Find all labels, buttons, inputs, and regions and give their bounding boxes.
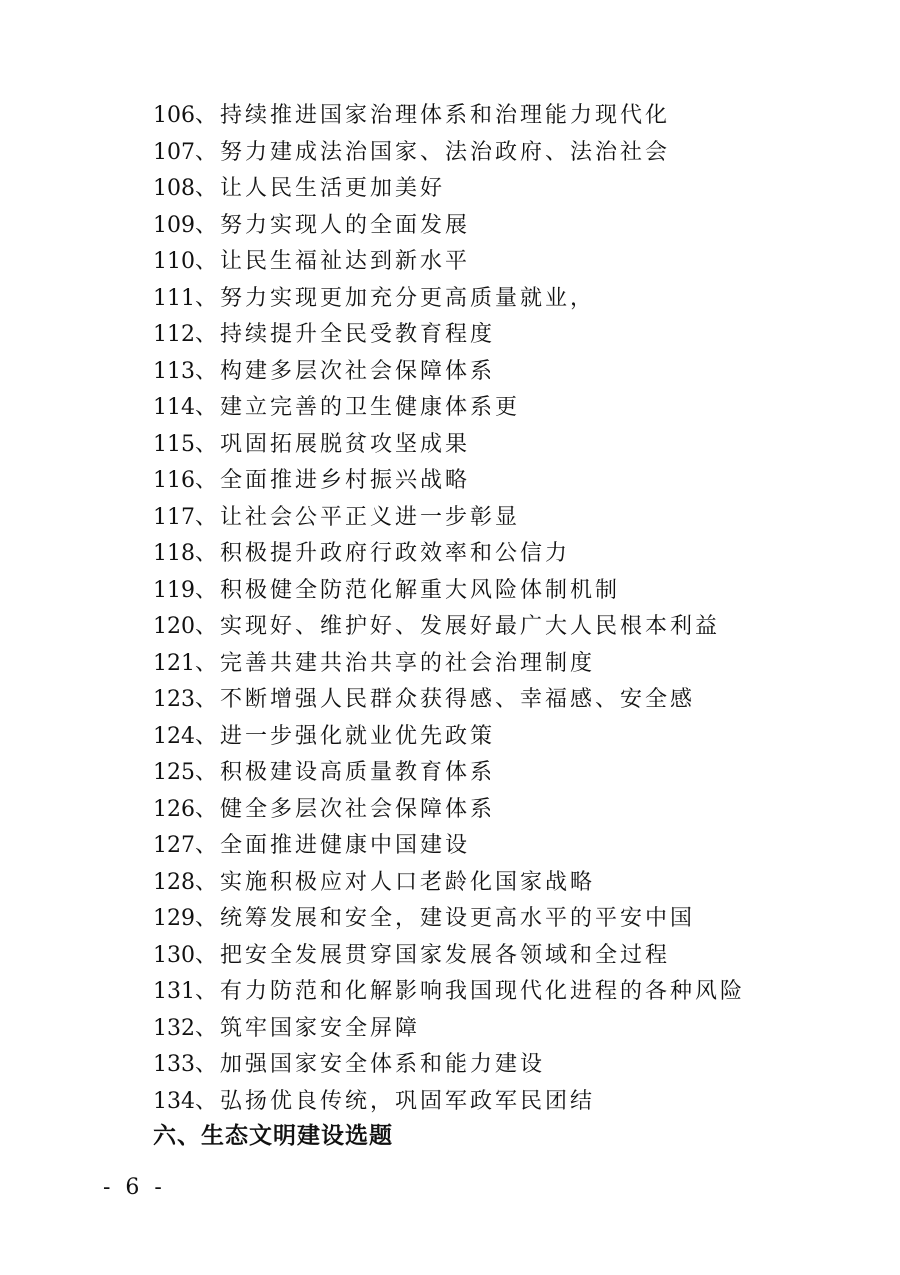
list-item [153,463,745,500]
item-number: 108 [153,176,195,201]
list-item [153,719,745,756]
item-number: 130 [153,942,195,968]
item-text: 、全面推进健康中国建设 [195,833,471,858]
item-text: 、积极建设高质量教育体系 [195,760,496,785]
item-text: 、把安全发展贯穿国家发展各领域和全过程 [195,942,671,968]
list-item [153,171,745,208]
item-number: 118 [153,541,195,566]
item-text: 、积极提升政府行政效率和公信力 [195,541,571,566]
item-number: 110 [153,249,195,274]
topic-list [153,98,745,1120]
item-text: 、努力实现人的全面发展 [195,212,471,238]
item-number: 111 [153,285,195,311]
list-item [153,646,745,683]
item-text: 、构建多层次社会保障体系 [195,358,496,384]
item-text: 、全面推进乡村振兴战略 [195,468,471,493]
list-item [153,865,745,902]
item-text: 、有力防范和化解影响我国现代化进程的各种风险 [195,979,746,1004]
item-number: 124 [153,723,195,749]
list-item [153,536,745,573]
item-text: 、让人民生活更加美好 [195,176,446,201]
item-text: 、让民生福祉达到新水平 [195,249,471,274]
list-item [153,609,745,646]
item-number: 125 [153,760,195,785]
item-text: 、弘扬优良传统，巩固军政军民团结 [195,1088,596,1114]
list-item [153,135,745,172]
list-item [153,755,745,792]
item-text: 、实现好、维护好、发展好最广大人民根本利益 [195,614,721,639]
list-item [153,938,745,975]
item-text: 、持续推进国家治理体系和治理能力现代化 [195,103,671,128]
item-number: 128 [153,869,195,895]
item-number: 129 [153,906,195,931]
item-text: 、加强国家安全体系和能力建设 [195,1052,546,1077]
item-number: 119 [153,577,195,603]
list-item [153,500,745,537]
list-item [153,1011,745,1048]
list-item [153,98,745,135]
item-number: 123 [153,687,195,712]
item-number: 132 [153,1015,195,1041]
list-item [153,281,745,318]
item-text: 、筑牢国家安全屏障 [195,1015,421,1041]
item-number: 121 [153,650,195,676]
list-item [153,573,745,610]
item-number: 107 [153,139,195,165]
item-text: 、进一步强化就业优先政策 [195,723,496,749]
list-item [153,792,745,829]
item-number: 120 [153,614,195,639]
item-number: 106 [153,103,195,128]
list-item [153,208,745,245]
list-item [153,354,745,391]
item-number: 117 [153,504,195,530]
list-item [153,244,745,281]
item-text: 、努力建成法治国家、法治政府、法治社会 [195,139,671,165]
item-number: 133 [153,1052,195,1077]
item-text: 、完善共建共治共享的社会治理制度 [195,650,596,676]
item-text: 、实施积极应对人口老龄化国家战略 [195,869,596,895]
item-number: 116 [153,468,195,493]
list-item [153,427,745,464]
list-item [153,1084,745,1121]
item-number: 134 [153,1088,195,1114]
list-item [153,828,745,865]
list-item [153,974,745,1011]
item-number: 131 [153,979,195,1004]
item-text: 、巩固拓展脱贫攻坚成果 [195,431,471,457]
list-item [153,901,745,938]
page-number: - 6 - [103,1175,166,1200]
list-item [153,317,745,354]
item-text: 、努力实现更加充分更高质量就业， [195,285,596,311]
item-text: 、持续提升全民受教育程度 [195,322,496,347]
item-number: 112 [153,322,195,347]
item-text: 、建立完善的卫生健康体系更 [195,395,521,420]
item-text: 、让社会公平正义进一步彰显 [195,504,521,530]
item-number: 113 [153,358,195,384]
item-text: 、不断增强人民群众获得感、幸福感、安全感 [195,687,696,712]
list-item [153,682,745,719]
item-number: 127 [153,833,195,858]
item-text: 、健全多层次社会保障体系 [195,796,496,822]
list-item [153,1047,745,1084]
item-number: 114 [153,395,195,420]
item-number: 115 [153,431,195,457]
item-text: 、统筹发展和安全，建设更高水平的平安中国 [195,906,696,931]
section-heading: 六、生态文明建设选题 [153,1123,393,1149]
item-text: 、积极健全防范化解重大风险体制机制 [195,577,621,603]
item-number: 126 [153,796,195,822]
list-item [153,390,745,427]
item-number: 109 [153,212,195,238]
